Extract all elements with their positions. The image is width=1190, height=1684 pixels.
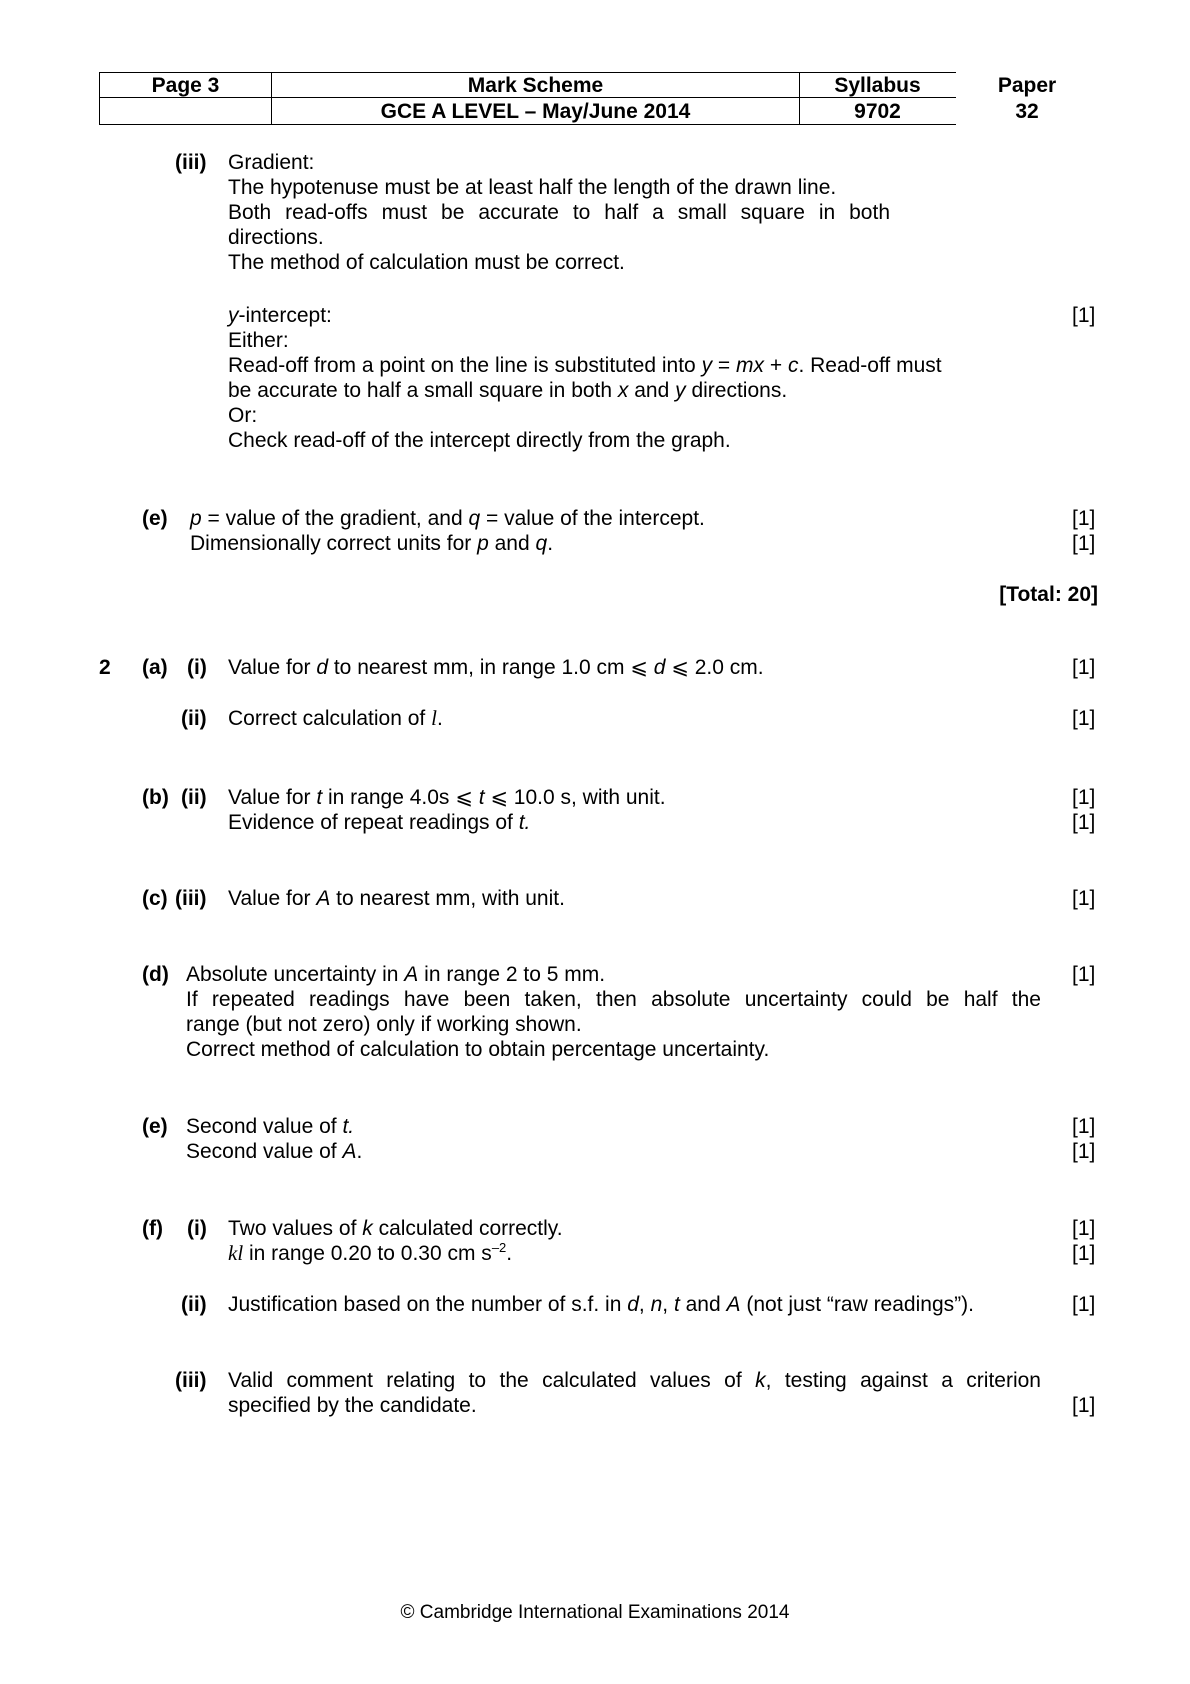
q1-iii-label: (iii) (175, 151, 207, 174)
q1-e-label: (e) (142, 507, 168, 530)
q1-check: Check read-off of the intercept directly from the graph. (228, 429, 731, 452)
q1-either-line: Read-off from a point on the line is substituted into y = mx + c. Read-off must (228, 354, 942, 377)
mark: [1] (1072, 811, 1096, 834)
q2-b-label: (b) (142, 786, 169, 809)
q2-ciii-label: (iii) (175, 887, 207, 910)
q2-fiii-text: Valid comment relating to the calculated values of k, testing against a criterion (228, 1369, 1041, 1392)
mark: [1] (1072, 507, 1096, 530)
q2-ai-text: Value for d to nearest mm, in range 1.0 cm ⩽ d ⩽ 2.0 cm. (228, 656, 764, 679)
q2-a-label: (a) (142, 656, 168, 679)
q1-gradient-line: The hypotenuse must be at least half the length of the drawn line. (228, 176, 837, 199)
q1-total: [Total: 20] (999, 583, 1098, 606)
q1-or: Or: (228, 404, 258, 427)
q2-d-text: Correct method of calculation to obtain percentage uncertainty. (186, 1038, 770, 1061)
q2-f-label: (f) (142, 1217, 163, 1240)
mark: [1] (1072, 786, 1096, 809)
q2-bii-label: (ii) (181, 786, 207, 809)
q2-number: 2 (99, 656, 111, 679)
mark: [1] (1072, 656, 1096, 679)
header-page: Page 3 (151, 74, 220, 97)
q2-c-text: Value for A to nearest mm, with unit. (228, 887, 565, 910)
q1-e-line: p = value of the gradient, and q = value of the intercept. (190, 507, 705, 530)
q2-b-text: Value for t in range 4.0s ⩽ t ⩽ 10.0 s, with unit. (228, 786, 666, 809)
q2-d-text: If repeated readings have been taken, then absolute uncertainty could be half the (186, 988, 1041, 1011)
q1-gradient-line: Both read-offs must be accurate to half a small square in both (228, 201, 890, 224)
mark: [1] (1072, 1217, 1096, 1240)
q2-ai-label: (i) (187, 656, 207, 679)
q2-e-label: (e) (142, 1115, 168, 1138)
q2-aii-text: Correct calculation of l. (228, 706, 443, 730)
q2-f-text: kl in range 0.20 to 0.30 cm $s^{-2}$. (228, 1240, 513, 1265)
q2-aii-label: (ii) (181, 707, 207, 730)
header-exam: GCE A LEVEL – May/June 2014 (380, 100, 691, 123)
header-title: Mark Scheme (467, 74, 604, 97)
q2-fiii-text: specified by the candidate. (228, 1394, 477, 1417)
q1-e-line: Dimensionally correct units for p and q. (190, 532, 554, 555)
q2-e-text: Second value of A. (186, 1140, 363, 1163)
header-syllabus-code: 9702 (854, 100, 901, 123)
q2-d-text: range (but not zero) only if working shown. (186, 1013, 582, 1036)
mark: [1] (1072, 1140, 1096, 1163)
header-syllabus-label: Syllabus (834, 74, 921, 97)
header-paper-label: Paper (997, 74, 1057, 97)
q2-fiii-label: (iii) (175, 1369, 207, 1392)
footer-copyright: © Cambridge International Examinations 2014 (400, 1602, 790, 1623)
mark: [1] (1072, 887, 1096, 910)
q1-gradient-line: directions. (228, 226, 324, 249)
q2-fii-text: Justification based on the number of s.f. in d, n, t and A (not just “raw readings”). (228, 1293, 974, 1316)
q2-d-text: Absolute uncertainty in A in range 2 to 5 mm. (186, 963, 606, 986)
header-paper-number: 32 (1015, 100, 1039, 123)
q2-d-label: (d) (142, 963, 169, 986)
q1-yintercept-heading: y-intercept: (228, 304, 332, 327)
q1-gradient-heading: Gradient: (228, 151, 315, 174)
mark: [1] (1072, 963, 1096, 986)
q2-f-text: Two values of k calculated correctly. (228, 1217, 563, 1240)
mark: [1] (1072, 1242, 1096, 1265)
q2-c-label: (c) (142, 887, 168, 910)
q1-either-line: be accurate to half a small square in both x and y directions. (228, 379, 788, 402)
mark: [1] (1072, 1394, 1096, 1417)
q2-fi-label: (i) (187, 1217, 207, 1240)
mark: [1] (1072, 1115, 1096, 1138)
mark: [1] (1072, 1293, 1096, 1316)
mark: [1] (1072, 707, 1096, 730)
q2-b-text: Evidence of repeat readings of t. (228, 811, 531, 834)
q1-gradient-line: The method of calculation must be correct. (228, 251, 625, 274)
mark: [1] (1072, 532, 1096, 555)
mark: [1] (1072, 304, 1096, 327)
q2-fii-label: (ii) (181, 1293, 207, 1316)
q1-either: Either: (228, 329, 289, 352)
q2-e-text: Second value of t. (186, 1115, 355, 1138)
